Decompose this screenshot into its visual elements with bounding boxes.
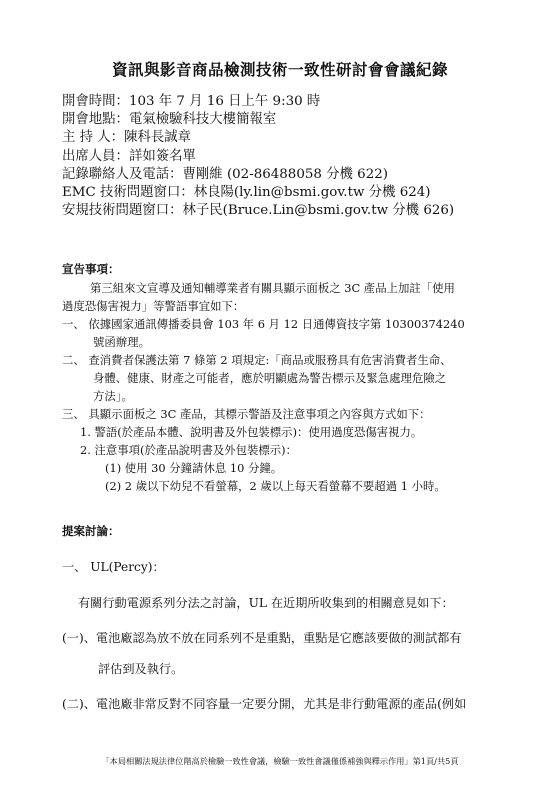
meeting-location: 開會地點：電氣檢驗科技大樓簡報室 xyxy=(62,112,277,128)
emc-contact: EMC 技術問題窗口：林良陽(ly.lin@bsmi.gov.tw 分機 624) xyxy=(62,185,431,201)
announcement-subitem: 2. 注意事項(於產品說明書及外包裝標示)： xyxy=(80,443,298,457)
announcement-line: 過度恐傷害視力」等警語事宜如下： xyxy=(62,299,245,313)
meeting-info xyxy=(62,93,454,220)
meeting-chair: 主 持 人：陳科長誠章 xyxy=(62,130,192,146)
announcement-subitem: (2) 2 歲以下幼兒不看螢幕，2 歲以上每天看螢幕不要超過 1 小時。 xyxy=(105,479,446,493)
discussion-item: 一、 UL(Percy)： xyxy=(62,560,165,574)
safety-contact: 安規技術問題窗口：林子民(Bruce.Lin@bsmi.gov.tw 分機 626) xyxy=(62,203,455,219)
discussion-heading: 提案討論： xyxy=(62,524,120,538)
discussion-line: 評估到及執行。 xyxy=(98,662,184,676)
announcement-item: 三、 具顯示面板之 3C 產品，其標示警語及注意事項之內容與方式如下： xyxy=(62,407,431,421)
document-title: 資訊與影音商品檢測技術一致性研討會會議紀錄 xyxy=(111,61,448,79)
discussion-line: 有關行動電源系列分法之討論，UL 在近期所收集到的相關意見如下： xyxy=(78,596,454,610)
page-footer: 「本局相關法規法律位階高於檢驗一致性會議，檢驗一致性會議僅係補強與釋示作用」第1頁/共5頁 xyxy=(101,756,459,766)
meeting-time: 開會時間：103 年 7 月 16 日上午 9:30 時 xyxy=(62,94,321,109)
announcement-line: 方法」。 xyxy=(93,389,133,403)
announcement-line: 第三組來文宣導及通知輔導業者有關具顯示面板之 3C 產品上加註「使用 xyxy=(90,281,455,295)
announcement-item: 二、 查消費者保護法第 7 條第 2 項規定:「商品或服務具有危害消費者生命、 xyxy=(62,353,452,367)
announcement-subitem: (1) 使用 30 分鐘請休息 10 分鐘。 xyxy=(105,461,283,475)
meeting-attendees: 出席人員：詳如簽名單 xyxy=(62,148,196,164)
discussion-line: (二)、電池廠非常反對不同容量一定要分開，尤其是非行動電源的產品(例如 xyxy=(62,697,467,711)
recorder-contact: 記錄聯絡人及電話：曹剛維 (02-86488058 分機 622) xyxy=(62,166,388,182)
discussion-line: (一)、電池廠認為放不放在同系列不是重點，重點是它應該要做的測試都有 xyxy=(62,631,462,645)
announcement-line: 身體、健康、財產之可能者，應於明顯處為警告標示及緊急處理危險之 xyxy=(93,371,447,385)
announcement-heading: 宣告事項： xyxy=(62,262,120,276)
announcement-subitem: 1. 警語(於產品本體、說明書及外包裝標示)：使用過度恐傷害視力。 xyxy=(80,425,423,439)
announcement-item: 一、 依據國家通訊傳播委員會 103 年 6 月 12 日通傳資技字第 10300374240 xyxy=(62,317,465,331)
announcement-line: 號函辦理。 xyxy=(93,335,150,349)
